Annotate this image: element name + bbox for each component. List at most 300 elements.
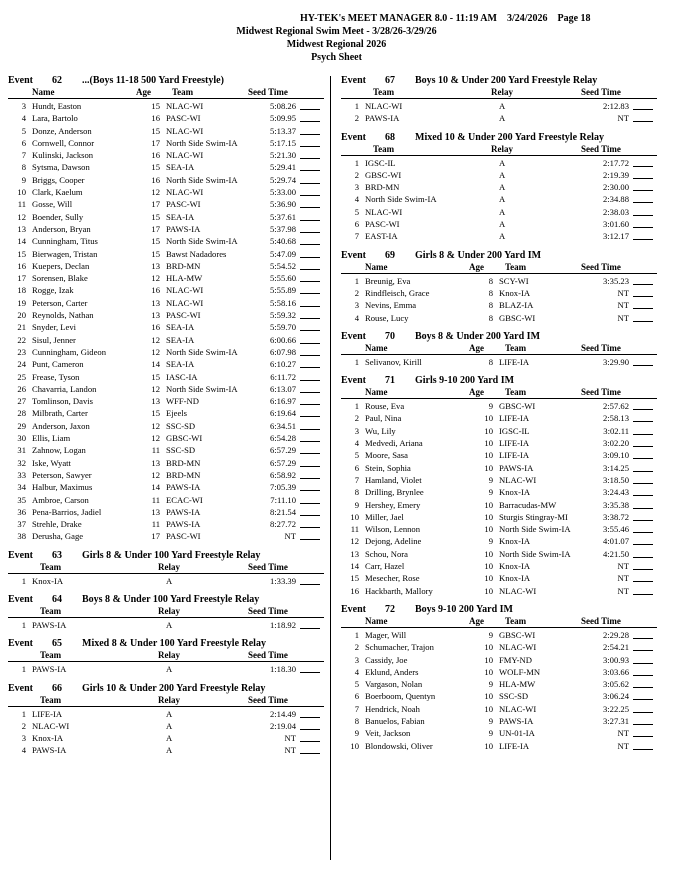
result-blank-line (633, 471, 653, 472)
result-blank-line (633, 190, 653, 191)
header-name: Name (365, 615, 388, 626)
result-blank-line (300, 257, 320, 258)
entry-seed-time: 6:00.66 (269, 334, 296, 345)
entry-age: 15 (151, 125, 160, 136)
entry-name: Selivanov, Kirill (365, 356, 422, 367)
entry-seed-time: NT (617, 287, 629, 298)
entry-seed-time: 2:19.04 (269, 720, 296, 731)
entry-team: PASC-WI (166, 113, 201, 124)
entry-seed-time: 3:01.60 (602, 219, 629, 230)
entry-age: 10 (484, 450, 493, 461)
entry-rank: 2 (354, 113, 359, 124)
entry-name: Anderson, Jaxon (32, 420, 90, 431)
entry-team: NLAC-WI (499, 585, 537, 596)
entry-name: Sisul, Jenner (32, 334, 76, 345)
entry-row (8, 530, 324, 542)
entry-seed-time: 5:29.41 (269, 162, 296, 173)
entry-seed-time: 5:33.00 (269, 187, 296, 198)
entry-team: IASC-IA (166, 371, 198, 382)
entry-seed-time: 3:02.11 (603, 425, 629, 436)
event-number: 71 (385, 375, 395, 387)
event-title (8, 593, 324, 606)
entry-age: 17 (151, 531, 160, 542)
entry-age: 16 (151, 285, 160, 296)
entry-team: SEA-IA (166, 162, 195, 173)
entry-row (8, 137, 324, 149)
entry-age: 15 (151, 236, 160, 247)
entry-rank: 33 (17, 469, 26, 480)
event-block (341, 374, 657, 597)
entry-seed-time: 5:17.15 (269, 137, 296, 148)
entry-age: 15 (151, 248, 160, 259)
event-label: Event (341, 375, 366, 387)
event-number: 66 (52, 682, 62, 694)
header-relay: Relay (158, 561, 180, 572)
header-team: Team (40, 561, 62, 572)
entry-team: PASC-WI (166, 310, 201, 321)
result-blank-line (300, 146, 320, 147)
entry-seed-time: 6:58.92 (269, 469, 296, 480)
entry-relay: A (499, 219, 506, 230)
entry-rank: 13 (350, 548, 359, 559)
entry-row (8, 149, 324, 161)
entry-name: Reynolds, Nathan (32, 310, 94, 321)
column-headers (8, 562, 324, 574)
result-blank-line (300, 490, 320, 491)
entry-row (8, 744, 324, 756)
result-blank-line (300, 392, 320, 393)
entry-seed-time: 4:21.50 (602, 548, 629, 559)
event-title (8, 74, 324, 87)
entry-seed-time: 5:59.32 (269, 310, 296, 321)
header-team: Team (505, 342, 527, 353)
entry-name: Mager, Will (365, 629, 407, 640)
entry-rank: 9 (354, 728, 359, 739)
result-blank-line (633, 215, 653, 216)
entry-seed-time: 5:36.90 (269, 199, 296, 210)
entry-name: Ellis, Liam (32, 433, 71, 444)
result-blank-line (633, 458, 653, 459)
result-blank-line (633, 663, 653, 664)
entry-name: Ambroe, Carson (32, 494, 89, 505)
entry-age: 13 (151, 506, 160, 517)
entry-name: Gosse, Will (32, 199, 73, 210)
header-team: Team (40, 605, 62, 616)
entry-team: LIFE-IA (499, 413, 530, 424)
result-blank-line (633, 121, 653, 122)
result-blank-line (300, 121, 320, 122)
entry-age: 10 (484, 462, 493, 473)
entry-seed-time: 6:34.51 (269, 420, 296, 431)
column-headers (341, 87, 657, 99)
event-title (341, 603, 657, 616)
entry-rank: 3 (354, 182, 359, 193)
entry-age: 9 (488, 487, 493, 498)
event-title (341, 74, 657, 87)
header-seed-time: Seed Time (581, 342, 621, 353)
entry-rank: 2 (354, 413, 359, 424)
entry-row (8, 469, 324, 481)
entry-row (341, 181, 657, 193)
event-label: Event (8, 75, 33, 86)
entry-row (341, 715, 657, 727)
header-seed-time: Seed Time (581, 87, 621, 97)
entry-row (341, 585, 657, 597)
result-blank-line (300, 367, 320, 368)
entry-team: Knox-IA (499, 287, 531, 298)
entry-rank: 5 (354, 450, 359, 461)
result-blank-line (633, 736, 653, 737)
entry-team: North Side Swim-IA (166, 383, 238, 394)
event-title (341, 249, 657, 262)
entry-row (341, 572, 657, 584)
entry-age: 10 (484, 499, 493, 510)
entry-seed-time: 6:10.27 (269, 359, 296, 370)
entry-seed-time: 5:40.68 (269, 236, 296, 247)
entry-row (8, 457, 324, 469)
entry-age: 11 (151, 445, 160, 456)
entry-name: Chavarria, Landon (32, 383, 97, 394)
event-name: ...(Boys 11-18 500 Yard Freestyle) (82, 75, 224, 86)
entry-rank: 16 (17, 260, 26, 271)
entry-rank: 22 (17, 334, 26, 345)
header-seed-time: Seed Time (248, 650, 288, 661)
entry-name: Rouse, Lucy (365, 312, 409, 323)
entry-rank: 5 (354, 679, 359, 690)
entry-rank: 17 (17, 273, 26, 284)
entry-row (341, 703, 657, 715)
result-blank-line (300, 220, 320, 221)
entry-seed-time: NT (284, 531, 296, 542)
entry-seed-time: 2:30.00 (602, 182, 629, 193)
header-seed-time: Seed Time (248, 605, 288, 616)
entry-row (341, 740, 657, 752)
entry-team: NLAC-WI (166, 187, 204, 198)
entry-seed-time: 2:19.39 (602, 169, 629, 180)
entry-seed-time: 3:06.24 (602, 691, 629, 702)
entry-rank: 3 (354, 654, 359, 665)
entry-team: Sturgis Stingray-MI (499, 511, 568, 522)
entry-team: Knox-IA (32, 733, 64, 744)
event-number: 65 (52, 638, 62, 650)
entry-rank: 25 (17, 371, 26, 382)
entry-seed-time: 2:29.28 (602, 629, 629, 640)
entry-name: Peterson, Carter (32, 297, 88, 308)
entry-rank: 10 (17, 187, 26, 198)
event-number: 69 (385, 249, 395, 261)
entry-relay: A (166, 664, 173, 675)
entry-rank: 12 (350, 536, 359, 547)
result-blank-line (300, 269, 320, 270)
entry-age: 11 (151, 494, 160, 505)
entry-rank: 4 (354, 438, 359, 449)
event-block (8, 74, 324, 543)
entry-rank: 1 (21, 619, 26, 630)
entry-seed-time: NT (617, 561, 629, 572)
entry-team: HLA-MW (499, 679, 536, 690)
entry-rank: 2 (354, 169, 359, 180)
entry-age: 9 (488, 629, 493, 640)
entry-team: PAWS-IA (32, 664, 67, 675)
entry-rank: 14 (17, 236, 26, 247)
result-blank-line (300, 355, 320, 356)
entry-team: IGSC-IL (499, 425, 530, 436)
entry-team: LIFE-IA (32, 708, 63, 719)
entry-row (8, 346, 324, 358)
entry-age: 10 (484, 703, 493, 714)
entry-row (8, 272, 324, 284)
entry-seed-time: 5:13.37 (269, 125, 296, 136)
entry-team: Bawst Nadadores (166, 248, 227, 259)
entry-seed-time: 6:57.29 (269, 445, 296, 456)
entry-seed-time: 6:16.97 (269, 396, 296, 407)
event-label: Event (341, 75, 366, 86)
entry-rank: 34 (17, 482, 26, 493)
entry-rank: 21 (17, 322, 26, 333)
result-blank-line (633, 166, 653, 167)
result-blank-line (300, 628, 320, 629)
entry-rank: 3 (354, 300, 359, 311)
event-name: Mixed 8 & Under 100 Yard Freestyle Relay (82, 638, 266, 650)
entry-seed-time: 3:35.38 (602, 499, 629, 510)
entry-seed-time: 3:02.20 (602, 438, 629, 449)
result-blank-line (633, 421, 653, 422)
event-label: Event (341, 131, 366, 143)
entry-age: 16 (151, 113, 160, 124)
meet-title: Midwest Regional Swim Meet - 3/28/26-3/29/26 (236, 26, 437, 37)
entry-seed-time: 1:18.92 (269, 619, 296, 630)
entry-rank: 4 (21, 113, 26, 124)
entry-relay: A (499, 169, 506, 180)
entry-seed-time: NT (617, 728, 629, 739)
column-headers (8, 606, 324, 618)
event-title (341, 330, 657, 343)
result-blank-line (633, 724, 653, 725)
entry-age: 15 (151, 408, 160, 419)
entry-age: 16 (151, 322, 160, 333)
entry-team: NLAC-WI (32, 720, 70, 731)
entry-name: Miller, Jael (365, 511, 404, 522)
event-block (8, 593, 324, 631)
column-headers (8, 695, 324, 707)
entry-seed-time: NT (617, 312, 629, 323)
event-block (341, 330, 657, 368)
entry-row (8, 444, 324, 456)
event-label: Event (8, 638, 33, 650)
entry-rank: 1 (21, 664, 26, 675)
entry-team: PAWS-IA (166, 223, 201, 234)
result-blank-line (633, 178, 653, 179)
entry-team: Knox-IA (499, 561, 531, 572)
entry-rank: 15 (17, 248, 26, 259)
event-block (8, 549, 324, 587)
entry-row (341, 499, 657, 511)
entry-team: PAWS-IA (32, 745, 67, 756)
header-relay: Relay (491, 87, 513, 97)
entry-team: Barracudas-MW (499, 499, 557, 510)
entry-row (341, 486, 657, 498)
result-blank-line (300, 503, 320, 504)
meet-subtitle: Midwest Regional 2026 (286, 39, 387, 50)
result-blank-line (300, 195, 320, 196)
result-blank-line (633, 520, 653, 521)
header-seed-time: Seed Time (248, 87, 288, 97)
entry-rank: 7 (21, 150, 26, 161)
entry-seed-time: 5:09.95 (269, 113, 296, 124)
result-blank-line (300, 441, 320, 442)
event-label: Event (8, 549, 33, 561)
entry-row (341, 157, 657, 169)
header-team: Team (373, 143, 395, 154)
result-blank-line (300, 515, 320, 516)
entry-rank: 4 (354, 312, 359, 323)
entry-rank: 3 (354, 425, 359, 436)
entry-row (341, 206, 657, 218)
entry-relay: A (166, 720, 173, 731)
entry-team: NLAC-WI (365, 206, 403, 217)
entry-seed-time: 3:09.10 (602, 450, 629, 461)
entry-name: Rouse, Eva (365, 401, 405, 412)
entry-seed-time: 3:22.25 (602, 703, 629, 714)
entry-row (341, 169, 657, 181)
entry-rank: 16 (350, 585, 359, 596)
entry-age: 9 (488, 715, 493, 726)
entry-team: HLA-MW (166, 273, 203, 284)
entry-age: 10 (484, 438, 493, 449)
entry-seed-time: 5:59.70 (269, 322, 296, 333)
result-blank-line (633, 434, 653, 435)
entry-rank: 1 (354, 629, 359, 640)
result-blank-line (300, 478, 320, 479)
entry-row (341, 511, 657, 523)
entry-name: Sytsma, Dawson (32, 162, 90, 173)
entry-relay: A (499, 101, 506, 111)
result-blank-line (300, 539, 320, 540)
entry-age: 10 (484, 573, 493, 584)
entry-rank: 4 (354, 666, 359, 677)
entry-age: 12 (151, 273, 160, 284)
entry-seed-time: 3:14.25 (602, 462, 629, 473)
entry-row (341, 666, 657, 678)
entry-team: BRD-MN (365, 182, 400, 193)
header-name: Name (365, 261, 388, 272)
entry-team: LIFE-IA (499, 450, 530, 461)
entry-row (8, 297, 324, 309)
entry-rank: 26 (17, 383, 26, 394)
entry-row (8, 321, 324, 333)
entry-rank: 10 (350, 511, 359, 522)
entry-team: North Side Swim-IA (499, 548, 571, 559)
result-blank-line (633, 308, 653, 309)
entry-team: Ejeels (166, 408, 187, 419)
entry-row (8, 720, 324, 732)
header-seed-time: Seed Time (581, 261, 621, 272)
entry-relay: A (499, 113, 506, 124)
entry-seed-time: 5:21.30 (269, 150, 296, 161)
result-blank-line (300, 380, 320, 381)
entry-name: Carr, Hazel (365, 561, 405, 572)
entry-age: 13 (151, 297, 160, 308)
entry-relay: A (499, 194, 506, 205)
entry-name: Paul, Nina (365, 413, 402, 424)
entry-rank: 9 (21, 174, 26, 185)
entry-team: GBSC-WI (499, 629, 536, 640)
entry-team: PAWS-IA (166, 506, 201, 517)
entry-name: Clark, Kaelum (32, 187, 83, 198)
entry-seed-time: 6:19.64 (269, 408, 296, 419)
header-team: Team (40, 650, 62, 661)
entry-age: 13 (151, 310, 160, 321)
entry-name: Hamland, Violet (365, 474, 422, 485)
entry-name: Anderson, Bryan (32, 223, 91, 234)
entry-row (341, 641, 657, 653)
result-blank-line (300, 466, 320, 467)
header-age: Age (136, 87, 151, 97)
entry-seed-time: 5:55.89 (269, 285, 296, 296)
result-blank-line (300, 293, 320, 294)
entry-age: 16 (151, 150, 160, 161)
result-blank-line (300, 343, 320, 344)
entry-seed-time: NT (617, 740, 629, 751)
header-team: Team (40, 694, 62, 705)
event-name: Boys 8 & Under 200 Yard IM (415, 330, 541, 342)
entry-name: Breunig, Eva (365, 275, 411, 286)
entry-team: LIFE-IA (499, 356, 530, 367)
event-title (8, 682, 324, 695)
entry-row (8, 708, 324, 720)
entry-name: Eklund, Anders (365, 666, 419, 677)
result-blank-line (633, 749, 653, 750)
entry-seed-time: 3:05.62 (602, 679, 629, 690)
entry-seed-time: NT (617, 113, 629, 124)
result-blank-line (633, 594, 653, 595)
entry-row (341, 356, 657, 368)
header-age: Age (469, 387, 484, 398)
entry-seed-time: 5:54.52 (269, 260, 296, 271)
entry-seed-time: 3:29.90 (602, 356, 629, 367)
entry-name: Medvedi, Ariana (365, 438, 423, 449)
result-blank-line (300, 244, 320, 245)
header-seed-time: Seed Time (248, 561, 288, 572)
entry-rank: 23 (17, 346, 26, 357)
entry-rank: 1 (354, 157, 359, 168)
result-blank-line (633, 321, 653, 322)
entry-rank: 10 (350, 740, 359, 751)
entry-team: SSC-SD (499, 691, 529, 702)
entry-rank: 7 (354, 474, 359, 485)
entry-name: Snyder, Levi (32, 322, 77, 333)
entry-row (341, 412, 657, 424)
column-headers (8, 87, 324, 99)
entry-row (8, 112, 324, 124)
entry-row (341, 654, 657, 666)
entry-team: North Side Swim-IA (365, 194, 437, 205)
entry-row (8, 383, 324, 395)
entry-row (8, 619, 324, 631)
entry-team: SEA-IA (166, 322, 195, 333)
entry-rank: 8 (354, 487, 359, 498)
entry-rank: 2 (354, 287, 359, 298)
entry-rank: 1 (354, 356, 359, 367)
result-blank-line (300, 453, 320, 454)
entry-team: PAWS-IA (166, 482, 201, 493)
entry-row (8, 309, 324, 321)
entry-row (8, 481, 324, 493)
entry-row (341, 218, 657, 230)
entry-name: Briggs, Cooper (32, 174, 85, 185)
entry-rank: 14 (350, 561, 359, 572)
entry-seed-time: 1:18.30 (269, 664, 296, 675)
